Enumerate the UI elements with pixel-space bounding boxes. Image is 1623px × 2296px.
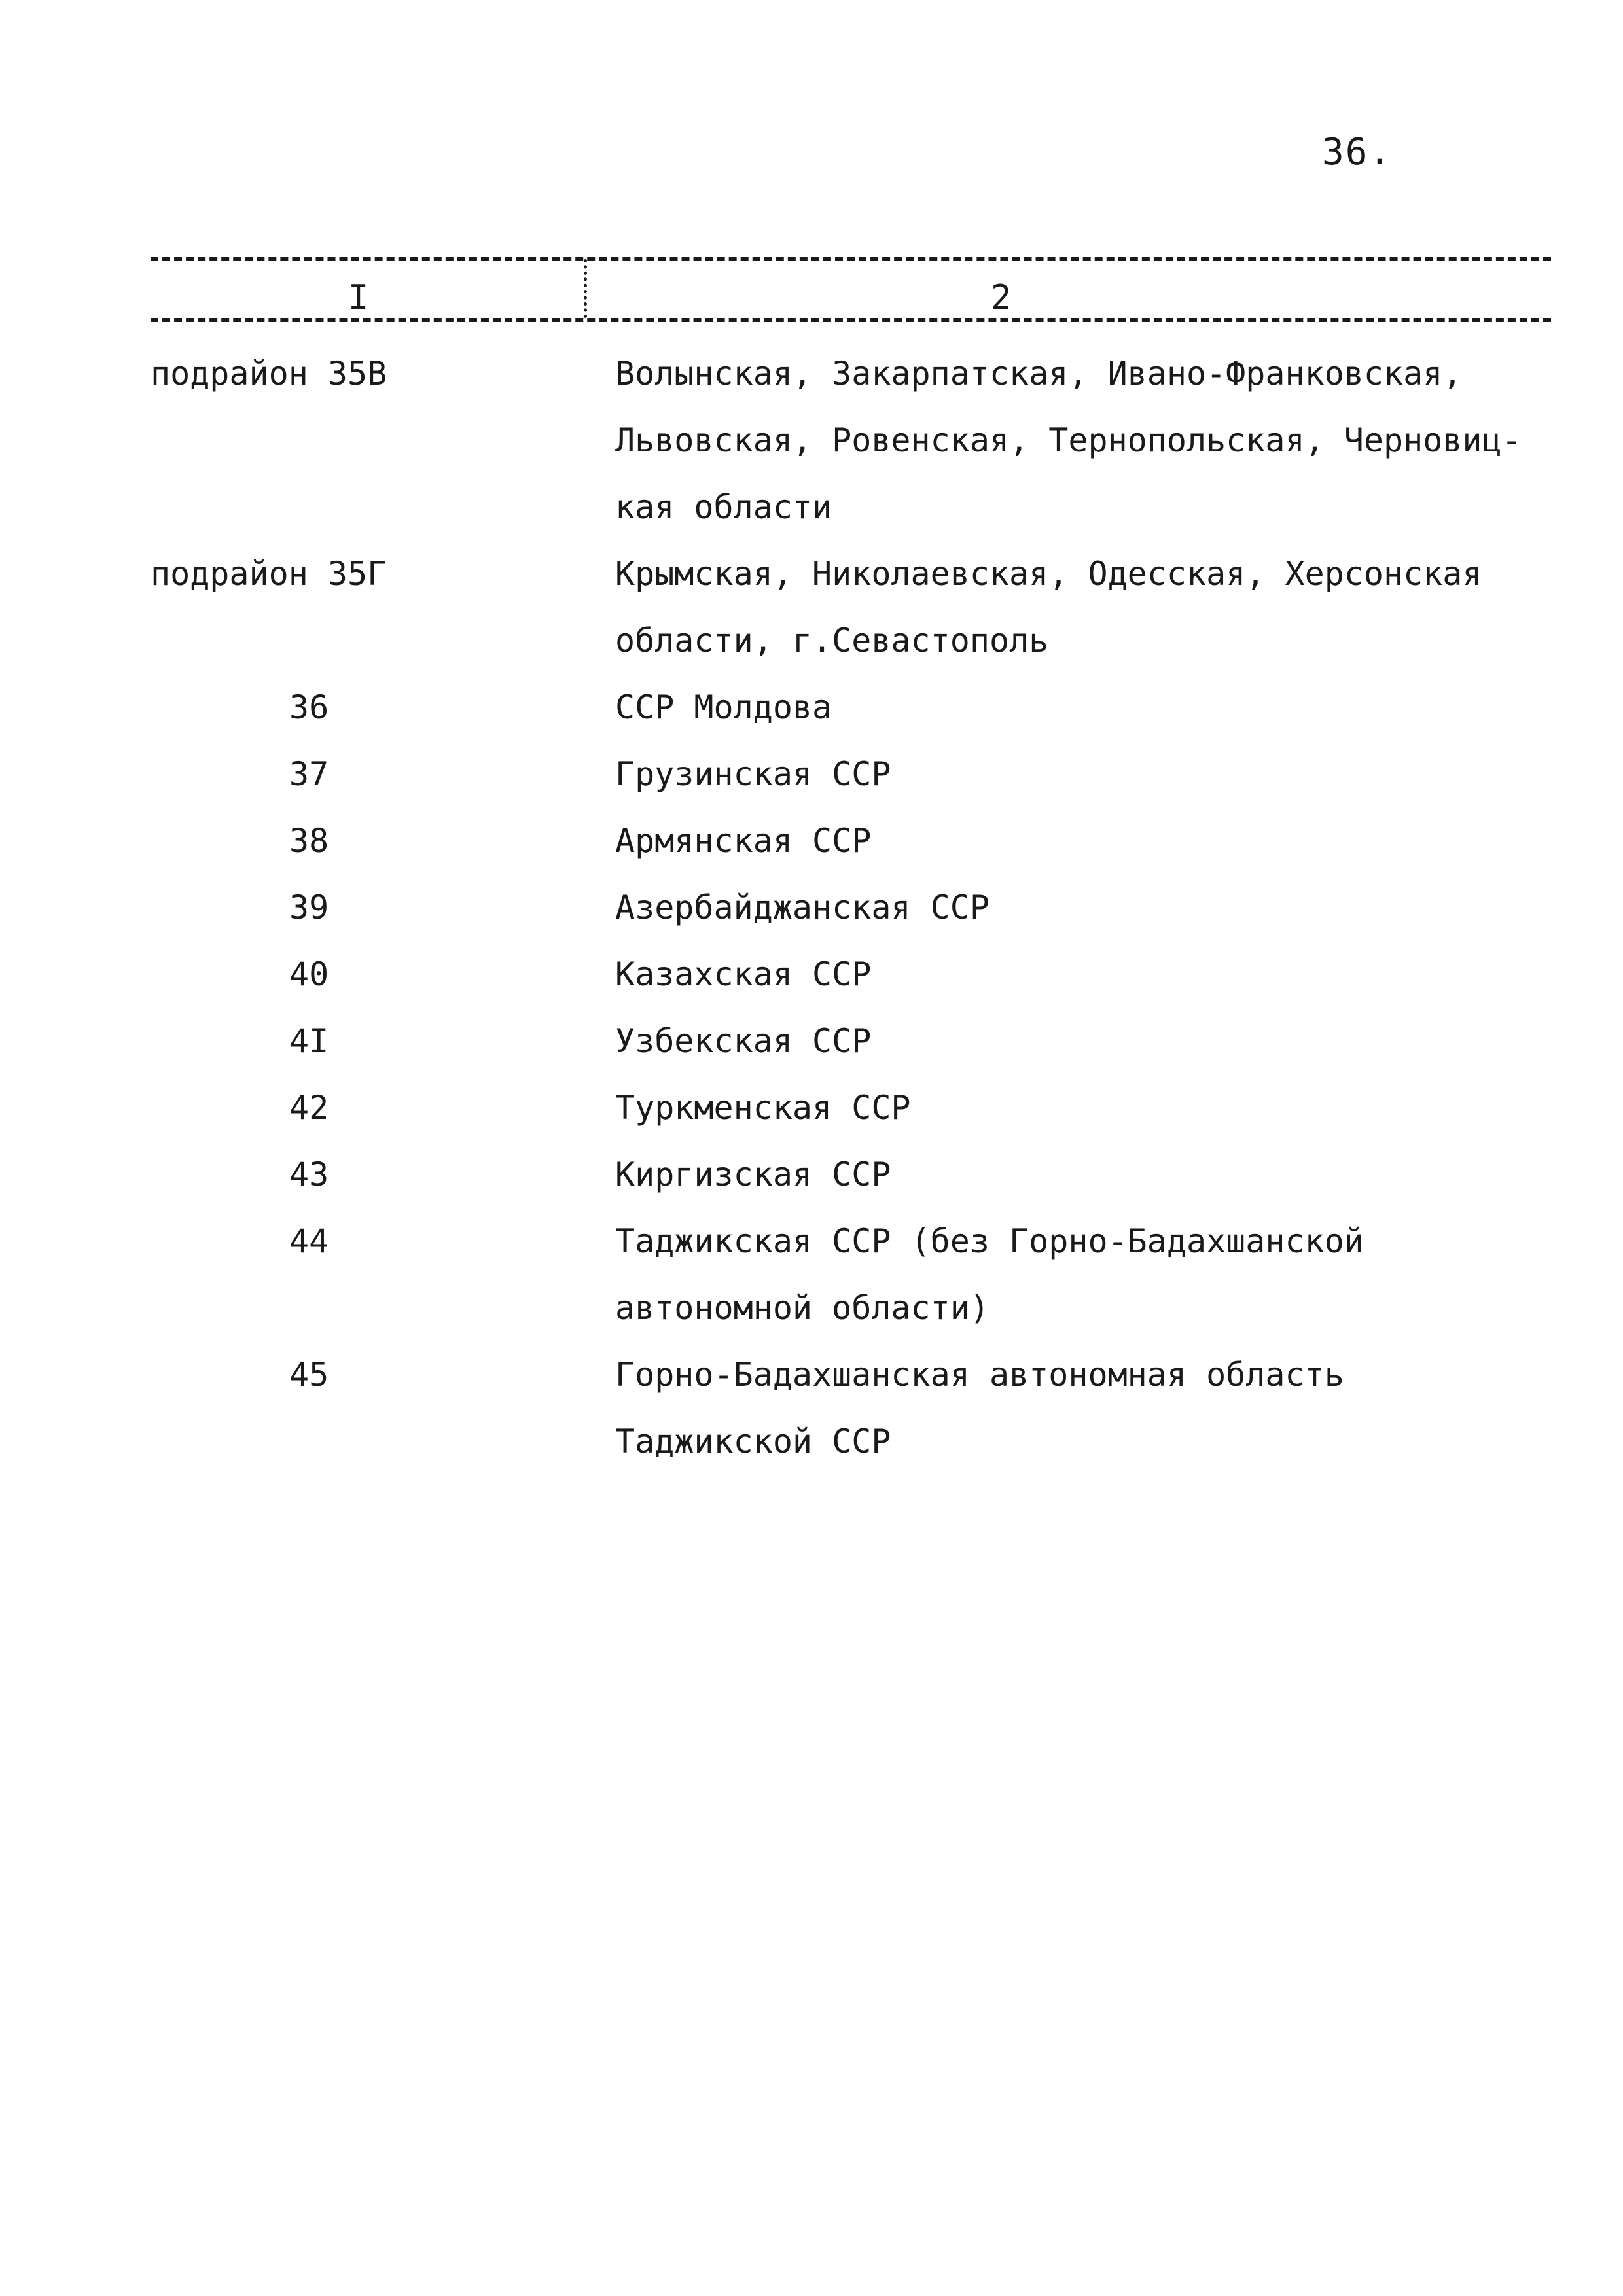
table-row: [0, 540, 1623, 674]
table-row: [0, 1208, 1623, 1341]
row-key: подрайон 35Г: [151, 555, 387, 593]
description-line: Львовская, Ровенская, Тернопольская, Черновиц-: [615, 421, 1522, 459]
table-row: [0, 674, 1623, 741]
row-key: 39: [289, 889, 329, 927]
row-description: [615, 1141, 1558, 1208]
description-line: Горно-Бадахшанская автономная область: [615, 1356, 1344, 1394]
column-separator: [584, 259, 587, 318]
row-description: [615, 941, 1558, 1008]
description-line: Киргизская ССР: [615, 1156, 891, 1193]
table-row: [0, 1141, 1623, 1208]
row-description: [615, 1208, 1558, 1341]
row-description: [615, 540, 1558, 674]
row-description: [615, 874, 1558, 941]
description-line: кая области: [615, 488, 832, 526]
header-bottom-dashed-rule: [151, 318, 1551, 322]
page-number: 36.: [1322, 131, 1393, 173]
table-row: [0, 941, 1623, 1008]
description-line: Армянская ССР: [615, 822, 872, 860]
description-line: области, г.Севастополь: [615, 622, 1049, 660]
row-key: 42: [289, 1089, 329, 1127]
description-line: Туркменская ССР: [615, 1089, 911, 1127]
row-key: 38: [289, 822, 329, 860]
row-description: [615, 741, 1558, 807]
row-description: [615, 340, 1558, 540]
description-line: ССР Молдова: [615, 688, 832, 726]
region-table: [0, 340, 1623, 1475]
table-row: [0, 340, 1623, 540]
table-row: [0, 1341, 1623, 1475]
description-line: Казахская ССР: [615, 955, 872, 993]
table-row: [0, 1008, 1623, 1074]
row-key: 40: [289, 955, 329, 993]
row-key: 44: [289, 1222, 329, 1260]
table-row: [0, 1074, 1623, 1141]
description-line: Грузинская ССР: [615, 755, 891, 793]
description-line: Крымская, Николаевская, Одесская, Херсонская: [615, 555, 1482, 593]
row-description: [615, 1008, 1558, 1074]
table-row: [0, 741, 1623, 807]
description-line: Узбекская ССР: [615, 1022, 872, 1060]
column-1-heading: I: [339, 278, 378, 317]
description-line: Таджикская ССР (без Горно-Бадахшанской: [615, 1222, 1364, 1260]
row-description: [615, 807, 1558, 874]
row-key: 37: [289, 755, 329, 793]
description-line: Азербайджанская ССР: [615, 889, 990, 927]
row-key: 36: [289, 688, 329, 726]
table-row: [0, 874, 1623, 941]
row-description: [615, 1341, 1558, 1475]
description-line: Волынская, Закарпатская, Ивано-Франковская,: [615, 355, 1463, 393]
column-2-heading: 2: [982, 278, 1020, 317]
row-key: 43: [289, 1156, 329, 1193]
row-key: 45: [289, 1356, 329, 1394]
header-top-dashed-rule: [151, 257, 1551, 261]
row-key: 4I: [289, 1022, 329, 1060]
description-line: автономной области): [615, 1289, 990, 1327]
row-description: [615, 674, 1558, 741]
table-row: [0, 807, 1623, 874]
row-key: подрайон 35В: [151, 355, 387, 393]
row-description: [615, 1074, 1558, 1141]
description-line: Таджикской ССР: [615, 1422, 891, 1460]
